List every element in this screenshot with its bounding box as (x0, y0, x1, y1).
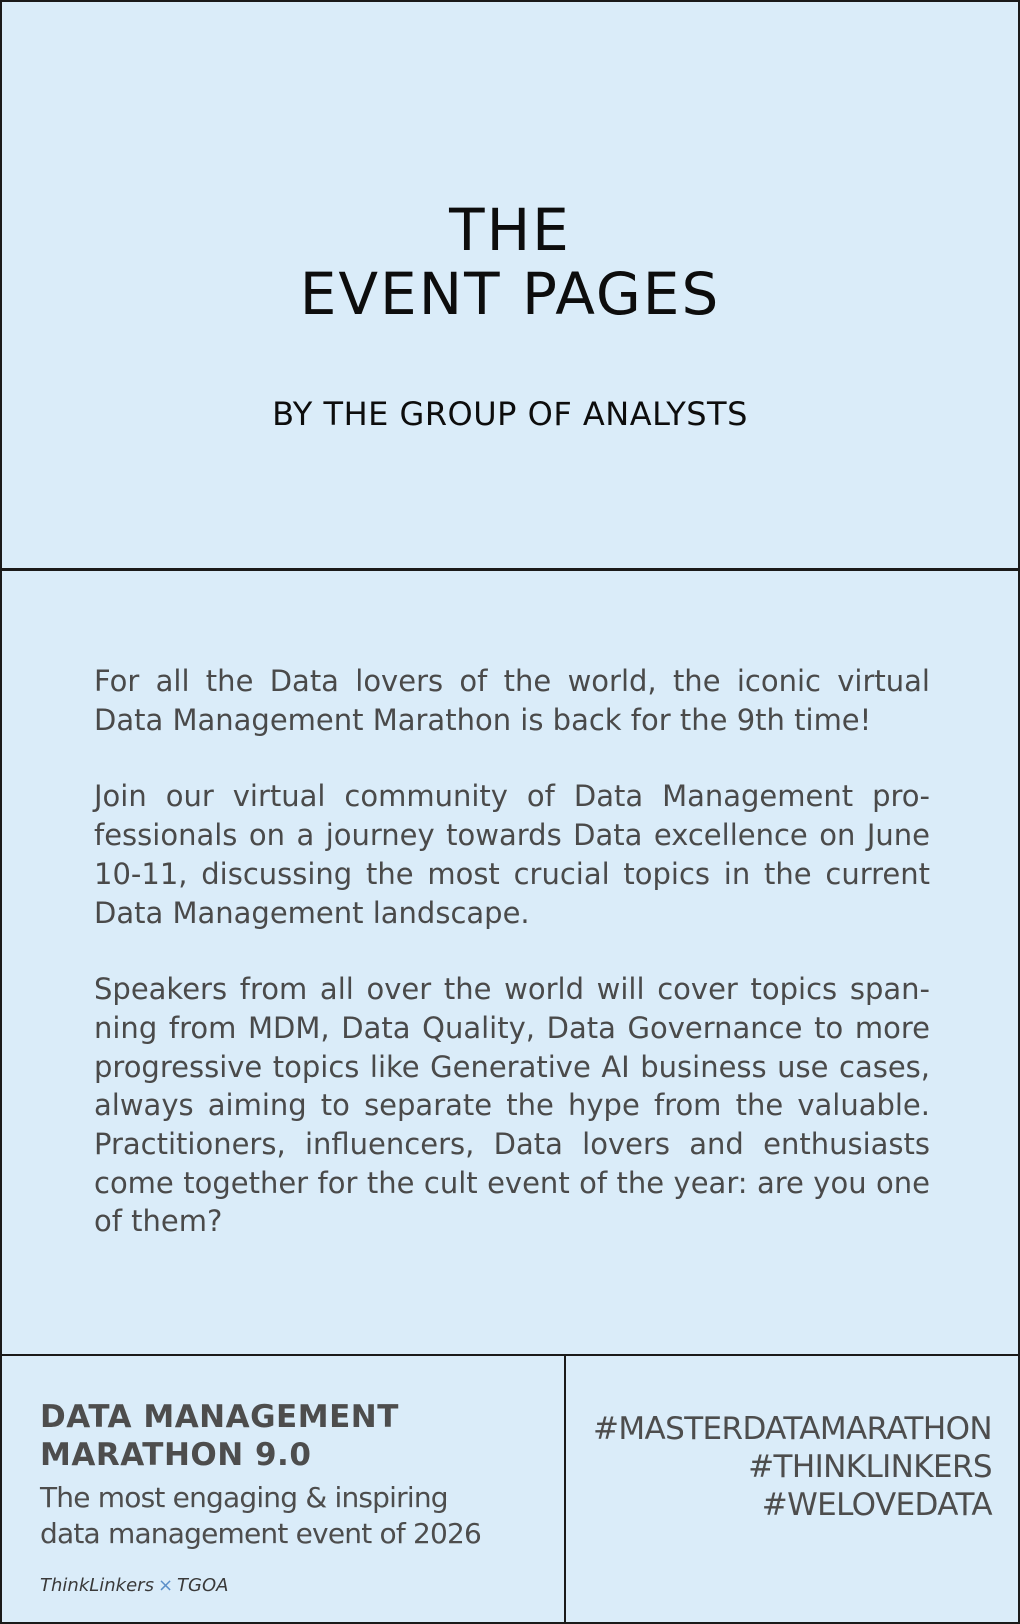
page-title-line-2: EVENT PAGES (299, 260, 721, 328)
hashtag-list (593, 1410, 992, 1524)
description-text (94, 662, 930, 1279)
footer-event-info (2, 1356, 566, 1622)
event-tagline-line-1: The most engaging & inspiring (40, 1481, 448, 1514)
header-section (2, 2, 1018, 571)
event-tagline (40, 1480, 560, 1552)
hashtag-masterdatamarathon: #MASTERDATAMARATHON (592, 1411, 992, 1447)
event-name-line-1: DATA MANAGEMENT (40, 1399, 399, 1435)
hashtag-thinklinkers: #THINKLINKERS (748, 1449, 992, 1485)
organizer-thinklinkers: ThinkLinkers (40, 1575, 154, 1596)
times-separator: × (157, 1575, 174, 1596)
description-paragraph-1: For all the Data lovers of the world, the iconic virtual Data Management Marathon is back for the 9th time! (94, 664, 930, 737)
event-name-line-2: MARATHON 9.0 (40, 1437, 312, 1473)
description-paragraph-3: Speakers from all over the world will cover topics spanning from MDM, Data Quality, Data Governance to more progressive topics like Generative AI business use cases, always aiming to separate the hype from the valuable. Practitioners, influencers, Data lovers and enthusiasts come together for the cult event of the year: are you one of them? (94, 972, 930, 1239)
description-paragraph-2: Join our virtual community of Data Management professionals on a journey towards Data excellence on June 10-11, discussing the most crucial topics in the current Data Management landscape. (94, 779, 930, 930)
page-title (2, 198, 1018, 326)
page-subtitle: BY THE GROUP OF ANALYSTS (272, 395, 748, 433)
event-name (40, 1398, 399, 1474)
organizer-credits (40, 1574, 228, 1598)
organizer-tgoa: TGOA (177, 1575, 229, 1596)
page-title-line-1: THE (449, 196, 571, 264)
event-tagline-line-2: data management event of 2026 (40, 1517, 482, 1550)
footer-section (2, 1354, 1018, 1622)
hashtag-welovedata: #WELOVEDATA (761, 1487, 992, 1523)
